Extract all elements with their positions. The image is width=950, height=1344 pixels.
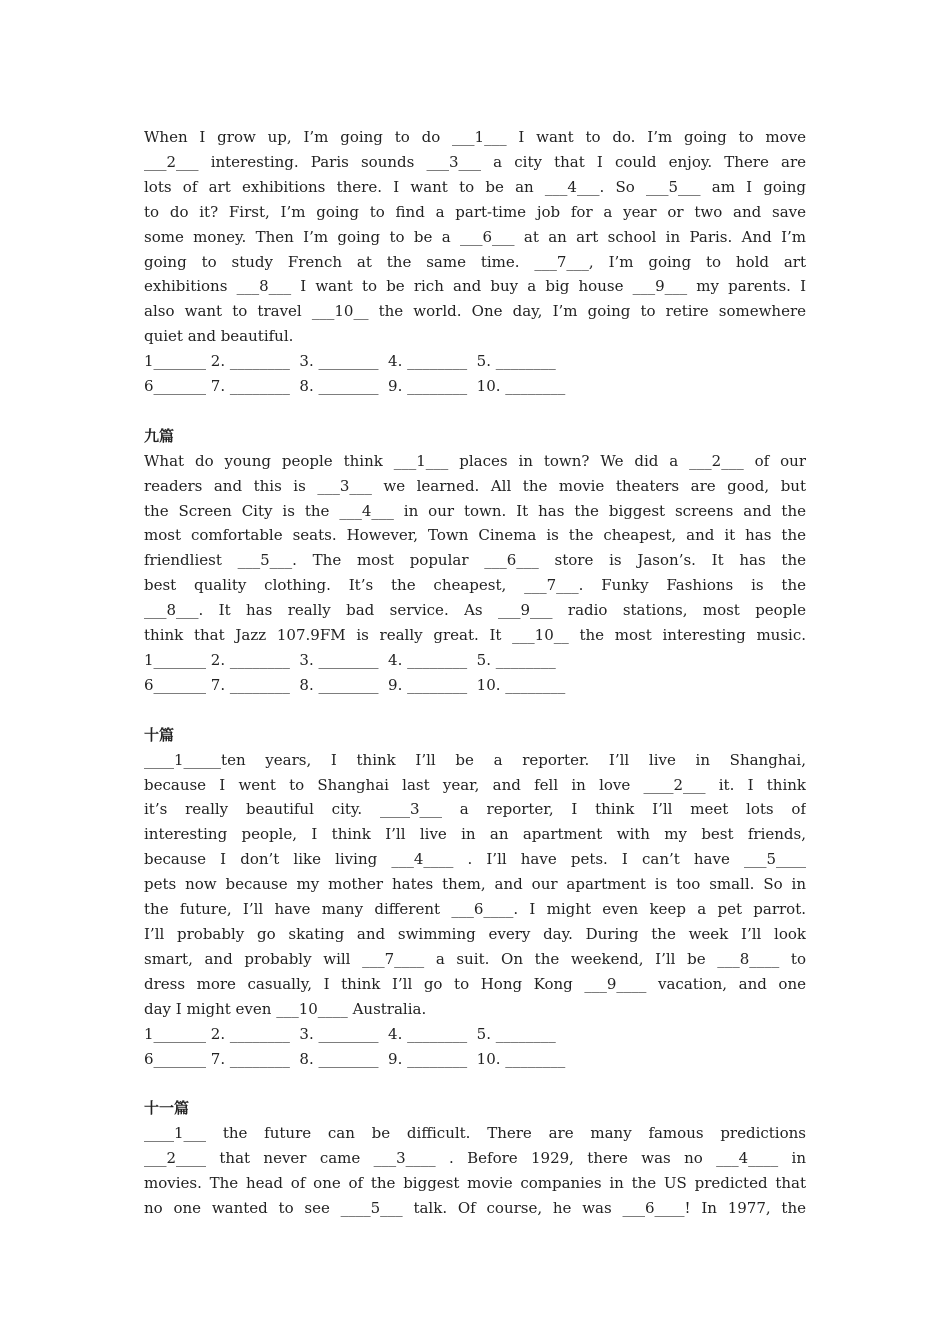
section10-line: because I went to Shanghai last year, and fell in love ____2___ it. I think xyxy=(144,775,806,794)
section10-line: interesting people, I think I’ll live in an apartment with my best friends, xyxy=(144,825,806,844)
section9-line: readers and this is ___3___ we learned. All the movie theaters are good, but xyxy=(144,476,806,495)
section8-line: also want to travel ___10__ the world. One day, I’m going to retire somewhere xyxy=(144,302,806,321)
section10-line: it’s really beautiful city. ____3___ a reporter, I think I’ll meet lots of xyxy=(144,800,806,819)
section8-answer-line-1: 1_______ 2. ________ 3. ________ 4. ________ 5. ________ xyxy=(144,352,556,371)
section10-line: pets now because my mother hates them, and our apartment is too small. So in xyxy=(144,875,806,894)
section11-heading: 十一篇 xyxy=(144,1099,190,1118)
section8-line: to do it? First, I’m going to find a part-time job for a year or two and save xyxy=(144,202,806,221)
section9-line: most comfortable seats. However, Town Cinema is the cheapest, and it has the xyxy=(144,526,806,545)
section8-line: When I grow up, I’m going to do ___1___ I want to do. I’m going to move xyxy=(144,128,806,146)
section10-line: day I might even ___10____ Australia. xyxy=(144,999,427,1018)
section10-line: because I don’t like living ___4____ . I’ll have pets. I can’t have ___5____ xyxy=(144,850,806,869)
section8-line: going to study French at the same time. ___7___, I’m going to hold art xyxy=(144,252,806,271)
section9-line: friendliest ___5___. The most popular ___6___ store is Jason’s. It has the xyxy=(144,551,806,570)
section10-line: smart, and probably will ___7____ a suit. On the weekend, I’ll be ___8____ to xyxy=(144,949,806,968)
section10-line: I’ll probably go skating and swimming every day. During the week I’ll look xyxy=(144,924,806,943)
section9-heading: 九篇 xyxy=(144,426,175,445)
section11-line: ____1___ the future can be difficult. There are many famous predictions xyxy=(144,1124,806,1143)
section8-line: some money. Then I’m going to be a ___6___ at an art school in Paris. And I’m xyxy=(144,227,806,246)
section8-line: ___2___ interesting. Paris sounds ___3___ a city that I could enjoy. There are xyxy=(144,152,806,171)
section9-line: ___8___. It has really bad service. As ___9___ radio stations, most people xyxy=(144,601,806,620)
section9-answer-line-2: 6_______ 7. ________ 8. ________ 9. ________ 10. ________ xyxy=(144,675,566,694)
section9-answer-line-1: 1_______ 2. ________ 3. ________ 4. ________ 5. ________ xyxy=(144,651,556,670)
section9-line: think that Jazz 107.9FM is really great. It ___10__ the most interesting music. xyxy=(144,626,806,645)
section10-line: ____1_____ten years, I think I’ll be a reporter. I’ll live in Shanghai, xyxy=(144,750,806,769)
section8-line: exhibitions ___8___ I want to be rich and buy a big house ___9___ my parents. I xyxy=(144,277,806,296)
section11-passage xyxy=(144,1121,806,1221)
section10-line: dress more casually, I think I’ll go to Hong Kong ___9____ vacation, and one xyxy=(144,974,806,993)
section8-line: quiet and beautiful. xyxy=(144,327,294,346)
section9-passage xyxy=(144,449,806,648)
section9-line: What do young people think ___1___ places in town? We did a ___2___ of our xyxy=(144,451,806,470)
document-page xyxy=(144,125,806,1221)
section10-line: the future, I’ll have many different ___6____. I might even keep a pet parrot. xyxy=(144,900,806,919)
section8-answer-line-2: 6_______ 7. ________ 8. ________ 9. ________ 10. ________ xyxy=(144,377,566,396)
section11-line: ___2____ that never came ___3____ . Before 1929, there was no ___4____ in xyxy=(144,1149,806,1168)
section9-line: best quality clothing. It’s the cheapest, ___7___. Funky Fashions is the xyxy=(144,576,806,595)
section10-answer-line-2: 6_______ 7. ________ 8. ________ 9. ________ 10. ________ xyxy=(144,1049,566,1068)
section11-line: movies. The head of one of the biggest movie companies in the US predicted that xyxy=(144,1174,806,1193)
section11-line: no one wanted to see ____5___ talk. Of course, he was ___6____! In 1977, the xyxy=(144,1198,806,1217)
section8-line: lots of art exhibitions there. I want to be an ___4___. So ___5___ am I going xyxy=(144,177,806,196)
section8-passage xyxy=(144,125,806,349)
section10-heading: 十篇 xyxy=(144,725,175,744)
section9-line: the Screen City is the ___4___ in our town. It has the biggest screens and the xyxy=(144,501,806,520)
section10-answer-line-1: 1_______ 2. ________ 3. ________ 4. ________ 5. ________ xyxy=(144,1024,556,1043)
section10-passage xyxy=(144,748,806,1022)
